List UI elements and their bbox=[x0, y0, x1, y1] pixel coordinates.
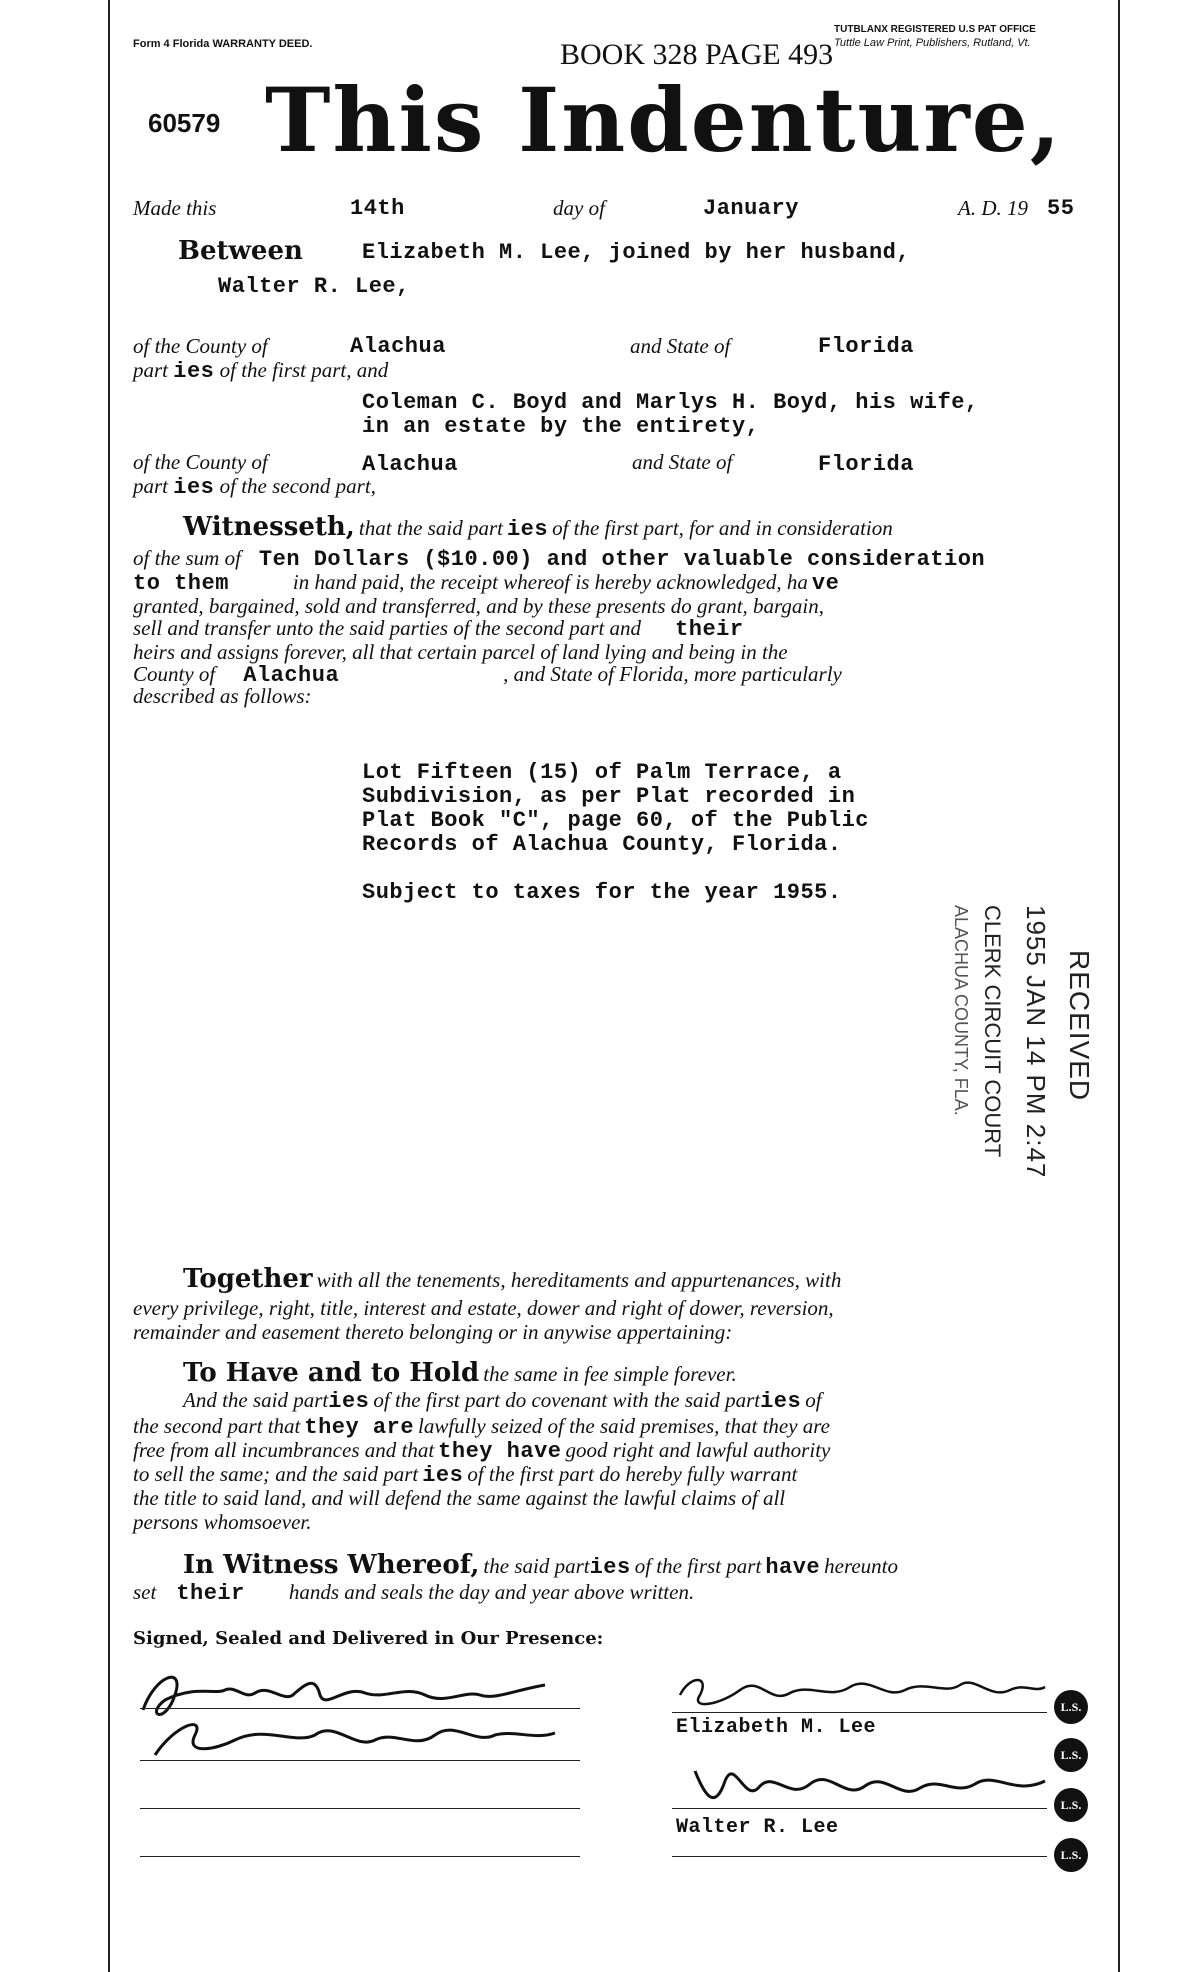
witnesseth-text: granted, bargained, sold and transferred, and by these presents do grant, bargain, bbox=[133, 594, 825, 618]
together-text: with all the tenements, hereditaments and appurtenances, with bbox=[316, 1268, 842, 1292]
habendum-fill: ies bbox=[422, 1463, 464, 1488]
county-label-1: of the County of bbox=[133, 334, 268, 358]
seal-2: L.S. bbox=[1054, 1738, 1088, 1772]
first-party-line-2: Walter R. Lee, bbox=[218, 274, 410, 299]
taxes-line: Subject to taxes for the year 1955. bbox=[362, 880, 842, 905]
witness-signature-1 bbox=[135, 1655, 585, 1765]
witnesseth-text: of the first part, for and in consideration bbox=[552, 516, 893, 540]
right-border-line bbox=[1118, 0, 1120, 1972]
between-heading: Between bbox=[178, 236, 303, 266]
witness-line-4 bbox=[140, 1856, 580, 1857]
witness-text: hereunto bbox=[824, 1554, 898, 1578]
witness-line-1 bbox=[140, 1708, 580, 1709]
property-line-2: Subdivision, as per Plat recorded in bbox=[362, 784, 856, 809]
second-party-line-2: in an estate by the entirety, bbox=[362, 414, 760, 439]
day-value: 14th bbox=[350, 196, 405, 221]
witness-line-3 bbox=[140, 1808, 580, 1809]
part-post: of the first part, and bbox=[219, 358, 389, 382]
signer-name-1: Elizabeth M. Lee bbox=[676, 1716, 877, 1739]
seal-4: L.S. bbox=[1054, 1838, 1088, 1872]
habendum-heading: To Have and to Hold bbox=[183, 1358, 480, 1388]
witnesseth-heading: Witnesseth, bbox=[183, 512, 355, 542]
witnesseth-text: of the sum of bbox=[133, 546, 241, 570]
consideration-amount: Ten Dollars ($10.00) and other valuable consideration bbox=[258, 547, 986, 572]
witnesseth-text: County of bbox=[133, 662, 216, 686]
county-value-1: Alachua bbox=[350, 334, 446, 359]
witnesseth-text: in hand paid, the receipt whereof is hereby acknowledged, ha bbox=[292, 570, 808, 594]
habendum-text: of the first part do hereby fully warrant bbox=[467, 1462, 798, 1486]
publisher-line-2: Tuttle Law Print, Publishers, Rutland, Vt. bbox=[834, 37, 1031, 49]
stamp-county: ALACHUA COUNTY, FLA. bbox=[951, 905, 971, 1116]
witness-text: set bbox=[133, 1580, 157, 1604]
habendum-text: free from all incumbrances and that bbox=[133, 1438, 435, 1462]
day-of-label: day of bbox=[553, 196, 605, 220]
seal-1: L.S. bbox=[1054, 1690, 1088, 1724]
received-stamp bbox=[905, 905, 1095, 1179]
publisher-line-1: TUTBLANX REGISTERED U.S PAT OFFICE bbox=[834, 24, 1036, 35]
witnesseth-fill: to them bbox=[133, 571, 229, 596]
second-party-line-1: Coleman C. Boyd and Marlys H. Boyd, his wife, bbox=[362, 390, 979, 415]
habendum-fill: ies bbox=[760, 1389, 802, 1414]
witnesseth-text: that the said part bbox=[358, 516, 503, 540]
county-value-2: Alachua bbox=[362, 452, 458, 477]
habendum-fill: ies bbox=[328, 1389, 370, 1414]
first-party-line-1: Elizabeth M. Lee, joined by her husband, bbox=[362, 240, 911, 265]
form-label: Form 4 Florida WARRANTY DEED. bbox=[133, 38, 313, 50]
part-prefix: part bbox=[133, 474, 169, 498]
witness-text: the said part bbox=[483, 1554, 590, 1578]
witnesseth-fill: their bbox=[675, 617, 744, 642]
property-line-3: Plat Book "C", page 60, of the Public bbox=[362, 808, 869, 833]
part-label-1 bbox=[133, 358, 388, 384]
state-value-1: Florida bbox=[818, 334, 914, 359]
part-suffix: ies bbox=[173, 475, 215, 500]
habendum-text: lawfully seized of the said premises, that they are bbox=[418, 1414, 831, 1438]
stamp-clerk: CLERK CIRCUIT COURT bbox=[980, 905, 1005, 1158]
made-this-label: Made this bbox=[133, 196, 217, 220]
county-fill: Alachua bbox=[243, 663, 340, 688]
grantor-signature-1 bbox=[670, 1665, 1050, 1715]
together-text: remainder and easement thereto belonging or in anywise appertaining: bbox=[133, 1320, 733, 1344]
part-prefix: part bbox=[133, 358, 169, 382]
habendum-text: good right and lawful authority bbox=[565, 1438, 831, 1462]
habendum-text: persons whomsoever. bbox=[133, 1510, 312, 1534]
ad-label: A. D. 19 bbox=[958, 196, 1028, 220]
habendum-fill: they have bbox=[438, 1439, 562, 1464]
part-label-2 bbox=[133, 474, 376, 500]
habendum-text: the title to said land, and will defend the same against the lawful claims of all bbox=[133, 1486, 786, 1510]
seal-3: L.S. bbox=[1054, 1788, 1088, 1822]
witnesseth-text: described as follows: bbox=[133, 684, 312, 708]
month-value: January bbox=[703, 196, 799, 221]
book-page-number: BOOK 328 PAGE 493 bbox=[560, 38, 834, 71]
presence-label: Signed, Sealed and Delivered in Our Presence: bbox=[133, 1628, 604, 1649]
habendum-text: of bbox=[805, 1388, 822, 1412]
part-post: of the second part, bbox=[219, 474, 376, 498]
property-line-1: Lot Fifteen (15) of Palm Terrace, a bbox=[362, 760, 842, 785]
witnesseth-text: , and State of Florida, more particularly bbox=[503, 662, 842, 686]
grantor-signature-2 bbox=[690, 1756, 1050, 1816]
together-text: every privilege, right, title, interest and estate, dower and right of dower, reversion, bbox=[133, 1296, 834, 1320]
habendum-text: the same in fee simple forever. bbox=[483, 1362, 737, 1386]
left-border-line bbox=[108, 0, 110, 1972]
witness-fill: ies bbox=[589, 1555, 631, 1580]
year-value: 55 bbox=[1047, 196, 1075, 221]
habendum-text: of the first part do covenant with the said part bbox=[373, 1388, 761, 1412]
document-number: 60579 bbox=[148, 108, 221, 138]
witnesseth-fill: ve bbox=[811, 571, 840, 596]
witnesseth-text: sell and transfer unto the said parties of the second part and bbox=[133, 616, 642, 640]
signer-name-2: Walter R. Lee bbox=[676, 1816, 839, 1839]
state-label-1: and State of bbox=[630, 334, 731, 358]
together-heading: Together bbox=[183, 1264, 313, 1294]
witness-text: of the first part bbox=[634, 1554, 762, 1578]
witness-fill: have bbox=[765, 1555, 821, 1580]
signature-line-3 bbox=[672, 1856, 1047, 1857]
stamp-date: 1955 JAN 14 PM 2:47 bbox=[1021, 905, 1051, 1179]
signature-line-2 bbox=[672, 1808, 1047, 1809]
habendum-text: the second part that bbox=[133, 1414, 301, 1438]
witnesseth-text: heirs and assigns forever, all that certain parcel of land lying and being in the bbox=[133, 640, 788, 664]
witness-whereof-heading: In Witness Whereof, bbox=[183, 1550, 480, 1580]
witness-line-2 bbox=[140, 1760, 580, 1761]
county-label-2: of the County of bbox=[133, 450, 268, 474]
habendum-text: to sell the same; and the said part bbox=[133, 1462, 419, 1486]
state-label-2: and State of bbox=[632, 450, 733, 474]
witness-text: hands and seals the day and year above written. bbox=[288, 1580, 695, 1604]
signature-line-1 bbox=[672, 1712, 1047, 1713]
habendum-text: And the said part bbox=[183, 1388, 329, 1412]
property-line-4: Records of Alachua County, Florida. bbox=[362, 832, 842, 857]
stamp-received: RECEIVED bbox=[1064, 950, 1095, 1102]
part-suffix: ies bbox=[173, 359, 215, 384]
habendum-fill: they are bbox=[304, 1415, 415, 1440]
state-value-2: Florida bbox=[818, 452, 914, 477]
document-title: This Indenture, bbox=[265, 68, 1063, 172]
witnesseth-fill: ies bbox=[506, 517, 549, 542]
witness-fill: their bbox=[176, 1581, 245, 1606]
